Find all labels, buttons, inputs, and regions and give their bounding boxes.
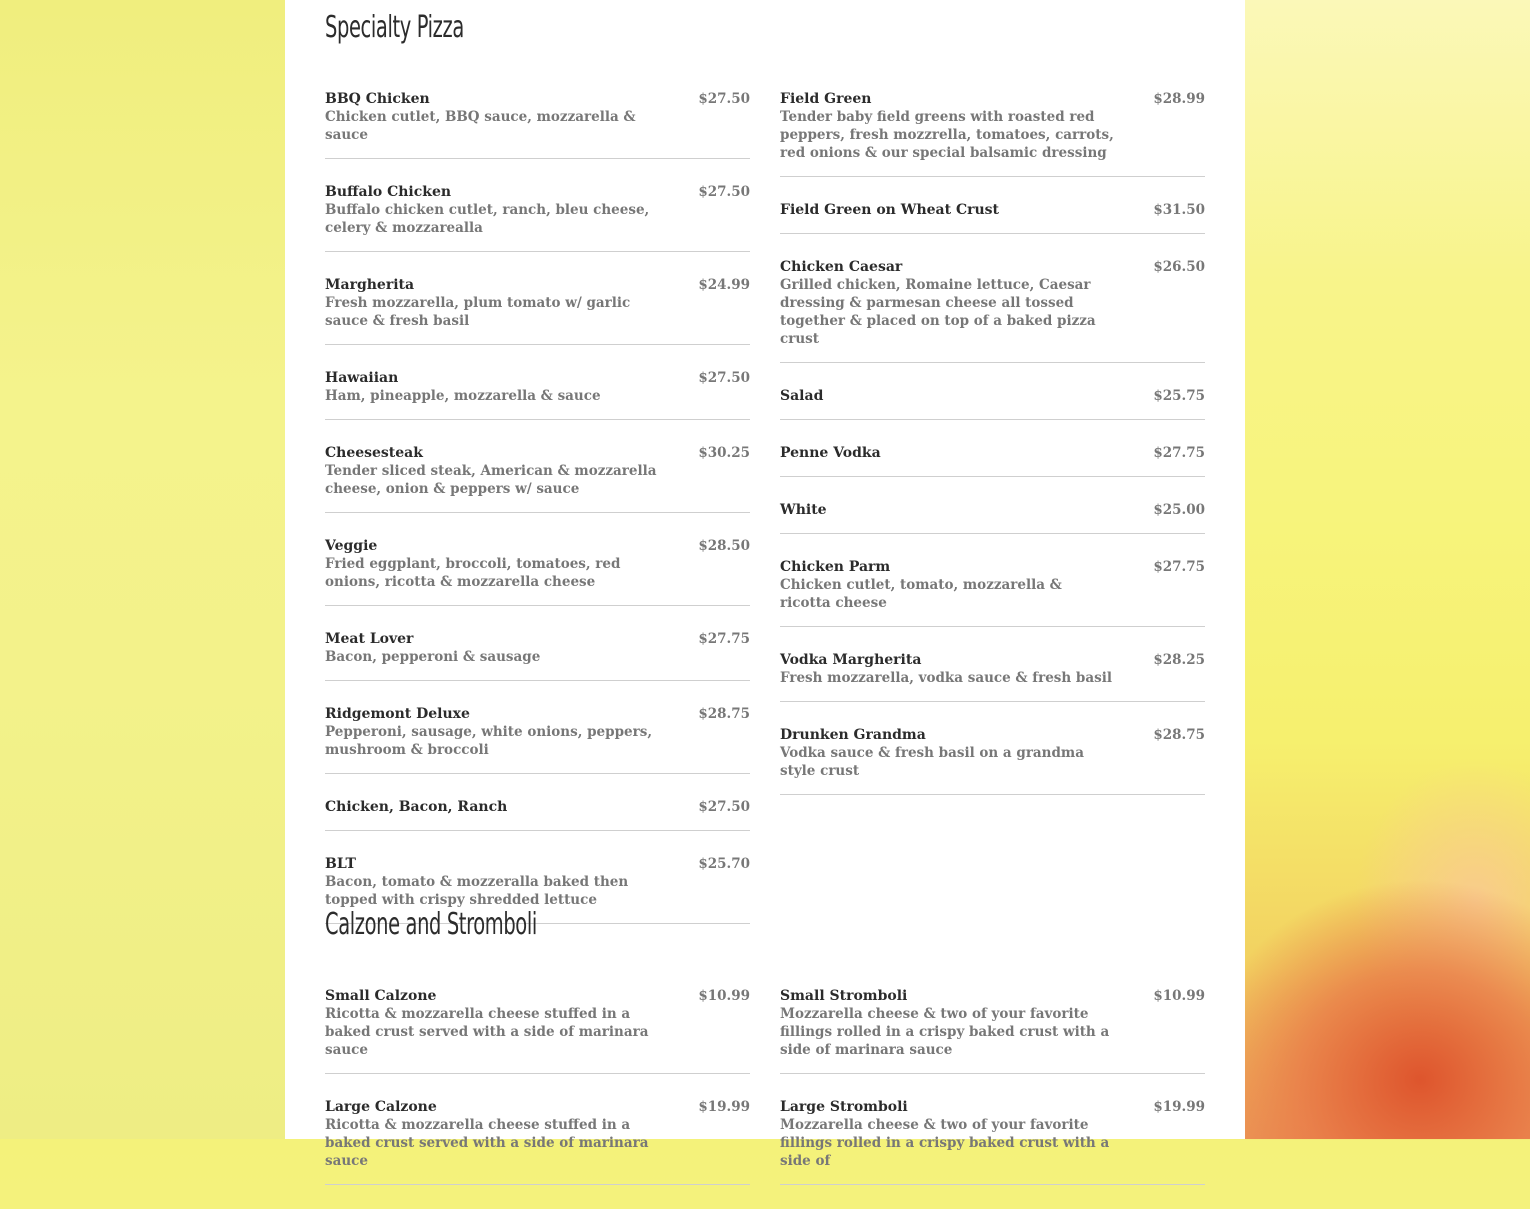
menu-item-name: Drunken Grandma: [780, 727, 926, 743]
menu-column-right: [780, 987, 1205, 1209]
menu-item: [325, 444, 750, 513]
menu-item-name: Field Green: [780, 91, 872, 107]
menu-item-name: Field Green on Wheat Crust: [780, 202, 1000, 218]
menu-column-left: [325, 90, 750, 948]
menu-item-description: Chicken cutlet, BBQ sauce, mozzarella & sauce: [325, 109, 636, 143]
menu-item-price: $28.75: [1153, 727, 1205, 743]
menu-item: [780, 258, 1205, 363]
menu-item-price: $10.99: [698, 988, 750, 1004]
menu-item: [325, 537, 750, 606]
menu-item-description: Mozzarella cheese & two of your favorite fillings rolled in a crispy baked crust with a side of marinara sauce: [780, 1006, 1110, 1058]
menu-column-right: [780, 90, 1205, 819]
menu-item-description: Tender baby field greens with roasted red peppers, fresh mozzrella, tomatoes, carrots, red onions & our special balsamic dressing: [780, 109, 1114, 161]
menu-item-name: Veggie: [325, 538, 378, 554]
menu-item-price: $26.50: [1153, 259, 1205, 275]
menu-item: [325, 705, 750, 774]
menu-item-price: $27.50: [698, 91, 750, 107]
menu-item-price: $28.25: [1153, 652, 1205, 668]
menu-column-left: [325, 987, 750, 1209]
menu-item-name: Penne Vodka: [780, 445, 881, 461]
section-calzone-stromboli: [325, 907, 1205, 1169]
menu-item-price: $28.50: [698, 538, 750, 554]
menu-item: [325, 90, 750, 159]
menu-item-name: Hawaiian: [325, 370, 399, 386]
menu-item-description: Chicken cutlet, tomato, mozzarella & ricotta cheese: [780, 577, 1062, 611]
menu-item-name: Salad: [780, 388, 824, 404]
menu-item-price: $25.00: [1153, 502, 1205, 518]
menu-page: [285, 0, 1245, 1169]
menu-item: [780, 987, 1205, 1074]
menu-item-price: $27.75: [1153, 559, 1205, 575]
menu-item-name: Vodka Margherita: [780, 652, 922, 668]
menu-item: [780, 387, 1205, 420]
menu-item-name: Chicken, Bacon, Ranch: [325, 799, 508, 815]
menu-item-price: $27.50: [698, 370, 750, 386]
menu-item-price: $10.99: [1153, 988, 1205, 1004]
menu-item-name: Cheesesteak: [325, 445, 423, 461]
menu-item: [780, 201, 1205, 234]
menu-item-price: $19.99: [698, 1099, 750, 1115]
menu-item-description: Fresh mozzarella, plum tomato w/ garlic sauce & fresh basil: [325, 295, 631, 329]
menu-item-name: Meat Lover: [325, 631, 414, 647]
menu-item-name: White: [780, 502, 827, 518]
menu-item-description: Tender sliced steak, American & mozzarella cheese, onion & peppers w/ sauce: [325, 463, 657, 497]
menu-item: [325, 369, 750, 420]
section-title: Specialty Pizza: [325, 10, 464, 45]
background-right: [1245, 0, 1530, 1139]
menu-item-name: Small Stromboli: [780, 988, 908, 1004]
menu-item-description: Fried eggplant, broccoli, tomatoes, red onions, ricotta & mozzarella cheese: [325, 556, 621, 590]
menu-item-price: $27.50: [698, 799, 750, 815]
menu-item: [780, 651, 1205, 702]
menu-item-description: Ricotta & mozzarella cheese stuffed in a baked crust served with a side of marinara sauce: [325, 1117, 649, 1169]
menu-item: [325, 183, 750, 252]
menu-item: [325, 1098, 750, 1185]
menu-item-name: Ridgemont Deluxe: [325, 706, 470, 722]
menu-item-price: $27.50: [698, 184, 750, 200]
menu-item-price: $27.75: [698, 631, 750, 647]
menu-item-name: Large Stromboli: [780, 1099, 908, 1115]
menu-item-price: $31.50: [1153, 202, 1205, 218]
menu-item: [325, 630, 750, 681]
menu-item-price: $24.99: [698, 277, 750, 293]
menu-item-description: Ricotta & mozzarella cheese stuffed in a baked crust served with a side of marinara sauce: [325, 1006, 649, 1058]
background-left: [0, 0, 285, 1139]
menu-item-description: Bacon, tomato & mozzeralla baked then topped with crispy shredded lettuce: [325, 874, 629, 908]
menu-item-description: Fresh mozzarella, vodka sauce & fresh basil: [780, 670, 1112, 686]
menu-item-price: $19.99: [1153, 1099, 1205, 1115]
menu-item-description: Ham, pineapple, mozzarella & sauce: [325, 388, 601, 404]
menu-item: [325, 798, 750, 831]
menu-item-name: Chicken Parm: [780, 559, 891, 575]
menu-item-description: Pepperoni, sausage, white onions, peppers, mushroom & broccoli: [325, 724, 653, 758]
menu-item: [780, 501, 1205, 534]
menu-item-price: $25.75: [1153, 388, 1205, 404]
menu-item-name: BBQ Chicken: [325, 91, 430, 107]
menu-item-description: Vodka sauce & fresh basil on a grandma style crust: [780, 745, 1084, 779]
menu-item-name: Small Calzone: [325, 988, 437, 1004]
menu-item-name: Large Calzone: [325, 1099, 437, 1115]
menu-item: [780, 90, 1205, 177]
section-specialty-pizza: [325, 10, 1205, 908]
menu-item-description: Bacon, pepperoni & sausage: [325, 649, 541, 665]
menu-item: [780, 726, 1205, 795]
menu-item: [325, 276, 750, 345]
menu-item-price: $25.70: [698, 856, 750, 872]
menu-item-name: BLT: [325, 856, 356, 872]
menu-item: [780, 444, 1205, 477]
menu-item: [780, 558, 1205, 627]
menu-item: [325, 987, 750, 1074]
menu-item-price: $28.99: [1153, 91, 1205, 107]
menu-item-description: Mozzarella cheese & two of your favorite fillings rolled in a crispy baked crust with a side of: [780, 1117, 1110, 1169]
menu-item: [780, 1098, 1205, 1185]
menu-item-price: $30.25: [698, 445, 750, 461]
menu-item-price: $28.75: [698, 706, 750, 722]
menu-item-price: $27.75: [1153, 445, 1205, 461]
menu-item-name: Chicken Caesar: [780, 259, 903, 275]
menu-item-description: Buffalo chicken cutlet, ranch, bleu cheese, celery & mozzarealla: [325, 202, 650, 236]
menu-item-description: Grilled chicken, Romaine lettuce, Caesar dressing & parmesan cheese all tossed together & placed on top of a baked pizza crust: [780, 277, 1096, 347]
menu-item-name: Margherita: [325, 277, 415, 293]
menu-item-name: Buffalo Chicken: [325, 184, 452, 200]
section-title: Calzone and Stromboli: [325, 907, 537, 942]
